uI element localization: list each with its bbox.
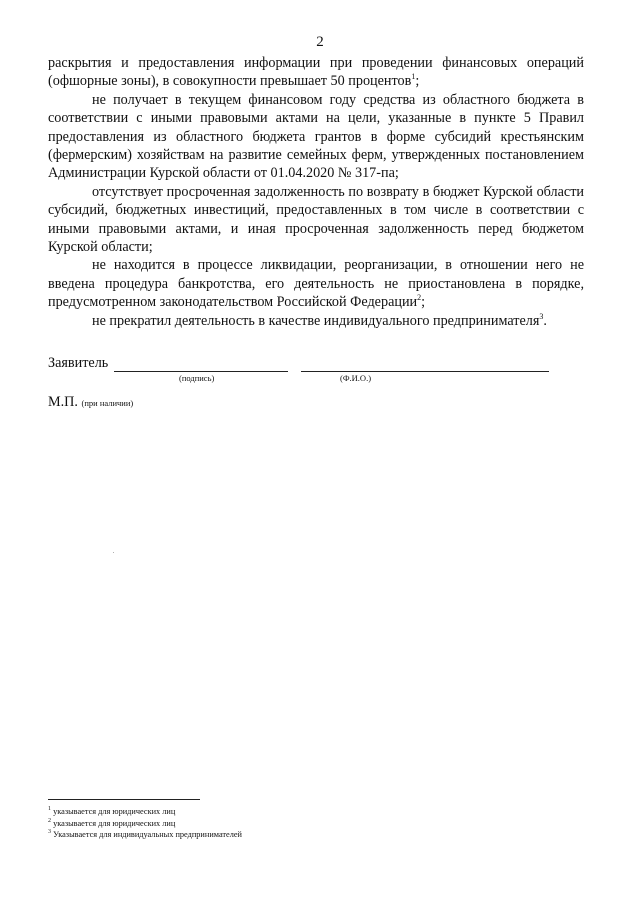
paragraph-offshore [48, 54, 584, 91]
paragraph-no-liquidation [48, 256, 584, 311]
paragraph-text: отсутствует просроченная задолженность по возврату в бюджет Курской области субсидий, бюджетных инвестиций, предоставленных в том числе в соответствии с иными правовыми актами, и иная просроченная задолженность перед бюджетом Курской области; [48, 183, 584, 256]
page-number: 2 [316, 34, 324, 50]
footnote-2 [48, 818, 448, 830]
footnote-ref: 2 [417, 293, 422, 303]
paragraph-no-budget-funds [48, 91, 584, 183]
paragraph-punctuation: ; [421, 294, 426, 311]
footnote-mark: 2 [48, 817, 51, 824]
footnote-mark: 1 [48, 806, 51, 812]
paragraph-text: не получает в текущем финансовом году средства из областного бюджета в соответствии с иными правовыми актами на цели, указанные в пункте 5 Правил предоставления из областного бюджета грантов в форме субсидий крестьянским (фермерским) хозяйствам на развитие семейных ферм, утвержденных постановлением Администрации Курской области от 01.04.2020 № 317-па; [48, 91, 584, 182]
footnotes [48, 806, 448, 841]
paragraph-text: не прекратил деятельность в качестве индивидуального предпринимателя [92, 312, 540, 329]
fio-hint: (Ф.И.О.) [340, 373, 372, 383]
footnote-divider [48, 799, 200, 800]
footnote-text: Указывается для индивидуальных предпринимателей [53, 830, 242, 840]
stamp-block [48, 394, 133, 411]
footnote-text: указывается для юридических лиц [53, 818, 176, 828]
footnote-ref: 1 [411, 72, 416, 82]
paragraph-punctuation: ; [415, 73, 420, 90]
paragraph-text: раскрытия и предоставления информации при проведении финансовых операций (офшорные зоны), в совокупности превышает 50 процентов [48, 55, 584, 90]
paragraph-text: не находится в процессе ликвидации, реорганизации, в отношении него не введена процедура банкротства, его деятельность не приостановлена в порядке, предусмотренном законодательством Российской Федерации [48, 257, 584, 311]
scan-speck [113, 552, 114, 553]
paragraph-not-terminated [48, 312, 584, 330]
paragraph-punctuation: . [543, 312, 547, 329]
stamp-label: М.П. [48, 394, 78, 410]
signature-block [48, 355, 588, 385]
footnote-mark: 3 [48, 829, 51, 836]
footnote-3 [48, 829, 448, 841]
fio-line [301, 357, 549, 372]
signature-line [114, 357, 288, 372]
footnote-ref: 3 [539, 311, 544, 321]
footnote-1 [48, 806, 448, 818]
paragraph-no-debt [48, 183, 584, 257]
signature-hint: (подпись) [179, 373, 215, 383]
applicant-label: Заявитель [48, 355, 109, 371]
stamp-note: (при наличии) [81, 398, 134, 408]
document-body [48, 54, 584, 330]
footnote-text: указывается для юридических лиц [53, 807, 176, 816]
